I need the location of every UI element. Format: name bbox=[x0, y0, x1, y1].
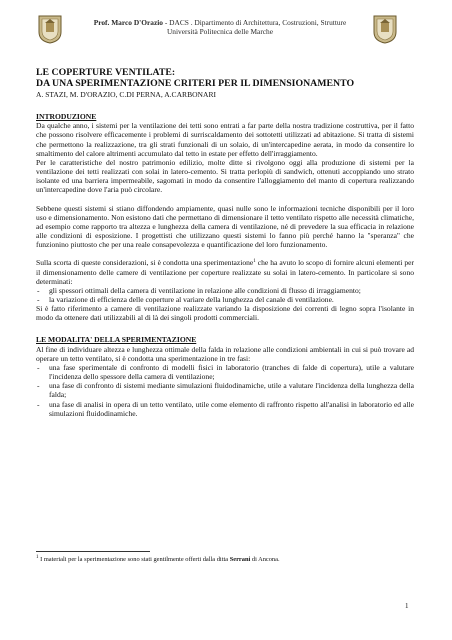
list-item: - la variazione di efficienza delle coperture al variare della lunghezza del canale di ventilazione. bbox=[36, 295, 414, 304]
title-line-2: DA UNA SPERIMENTAZIONE CRITERI PER IL DIMENSIONAMENTO bbox=[36, 77, 355, 89]
footnote-mark: 1 bbox=[36, 555, 39, 560]
intro-paragraph-2: Per le caratteristiche del nostro patrimonio edilizio, molte ditte si rivolgono oggi alla produzione di sistemi per la ventilazione dei tetti realizzati con solai in latero-cemento. Si tratta perlopiù di sandwich, ottenuti accoppiando uno strato isolante ed una barriera impermeabile, sagomati in modo da consentire l'alloggiamento del manto di copertura realizzando un'intercapedine dove l'aria può circolare. bbox=[36, 157, 414, 195]
list-item: - una fase di confronto di sistemi mediante simulazioni fluidodinamiche, utile a valutare l'incidenza della lunghezza della falda; bbox=[36, 381, 414, 399]
footnote-divider bbox=[36, 551, 150, 552]
intro-paragraph-4 bbox=[36, 258, 414, 285]
header-author: Prof. Marco D'Orazio bbox=[93, 18, 163, 27]
footnote-text-start: I materiali per la sperimentazione sono stati gentilmente offerti dalla ditta bbox=[38, 556, 230, 563]
footnote-text-end: di Ancona. bbox=[250, 556, 280, 563]
header-text bbox=[70, 18, 370, 36]
intro-p4-end: che ha avuto lo scopo di fornire alcuni elementi per il dimensionamento delle camere di ventilazione per coperture realizzate su solai in latero-cemento. In particolare si sono determinati: bbox=[36, 258, 414, 286]
section2-paragraph-1: Al fine di individuare altezza e lunghezza ottimale della falda in relazione alle condizioni ambientali in cui si può trovare ad operare un tetto ventilato, si è condotta una sperimentazione in tre fasi: bbox=[36, 344, 414, 363]
page-number: 1 bbox=[405, 602, 409, 610]
header-university: Università Politecnica delle Marche bbox=[166, 27, 274, 36]
section2-list bbox=[36, 363, 414, 418]
intro-paragraph-3: Sebbene questi sistemi si stiano diffondendo ampiamente, quasi nulle sono le informazioni tecniche disponibili per il loro uso e dimensionamento. Non esistono dati che permettano di dimensionare il tetto ventilato rispetto alle necessità climatiche, ad esempio come rapporto tra altezza e lunghezza della camera di ventilazione, né di prevedere la sua efficacia in relazione alle condizioni di esposizione. I progettisti che utilizzano questi sistemi lo fanno più perché hanno la "speranza" che funzionino piuttosto che per una reale consapevolezza e quantificazione del loro funzionamento. bbox=[36, 203, 414, 250]
university-seal-left bbox=[37, 14, 63, 44]
page-content bbox=[36, 68, 414, 418]
intro-heading: INTRODUZIONE bbox=[36, 112, 97, 122]
list-item: - gli spessori ottimali della camera di ventilazione in relazione alle condizioni di flusso di irraggiamento; bbox=[36, 286, 414, 295]
section2-heading: LE MODALITA' DELLA SPERIMENTAZIONE bbox=[36, 335, 197, 345]
list-item: - una fase di analisi in opera di un tetto ventilato, utile come elemento di raffronto rispetto all'analisi in laboratorio ed alle simulazioni fluidodinamiche. bbox=[36, 400, 414, 418]
page-header bbox=[0, 8, 452, 60]
university-seal-right bbox=[372, 14, 398, 44]
header-department: - DACS . Dipartimento di Architettura, Costruzioni, Strutture bbox=[163, 18, 347, 27]
list-item: - una fase sperimentale di confronto di modelli fisici in laboratorio (tranches di falde di copertura), utile a valutare l'incidenza dello spessore della camera di ventilazione; bbox=[36, 363, 414, 381]
intro-paragraph-1: Da qualche anno, i sistemi per la ventilazione dei tetti sono entrati a far parte della nostra tradizione costruttiva, per il fatto che possono risolvere efficacemente i problemi di surriscaldamento dei sottotetti utilizzati ad abitazione. Si tratta di sistemi che permettono la realizzazione, tra gli strati funzionali di un solaio, di un'intercapedine aerata, in modo da consentire lo smaltimento del calore altrimenti accumulato dal tetto in estate per effetto dell'irraggiamento. bbox=[36, 121, 414, 158]
footnote bbox=[36, 556, 416, 564]
footnote-ref: 1 bbox=[253, 259, 256, 265]
title-line-1: LE COPERTURE VENTILATE: bbox=[36, 67, 176, 78]
intro-paragraph-5: Si è fatto riferimento a camere di ventilazione realizzate variando la disposizione dei correnti di legno sopra l'isolante in modo da ottenere dati utilizzabili al di là dei singoli prodotti commerciali. bbox=[36, 304, 414, 323]
paper-authors: A. STAZI, M. D'ORAZIO, C.DI PERNA, A.CARBONARI bbox=[36, 90, 217, 99]
footnote-company: Serrani bbox=[229, 556, 251, 563]
intro-list bbox=[36, 286, 414, 304]
intro-p4-start: Sulla scorta di queste considerazioni, si è condotta una sperimentazione bbox=[36, 258, 254, 268]
paper-title bbox=[36, 68, 414, 89]
